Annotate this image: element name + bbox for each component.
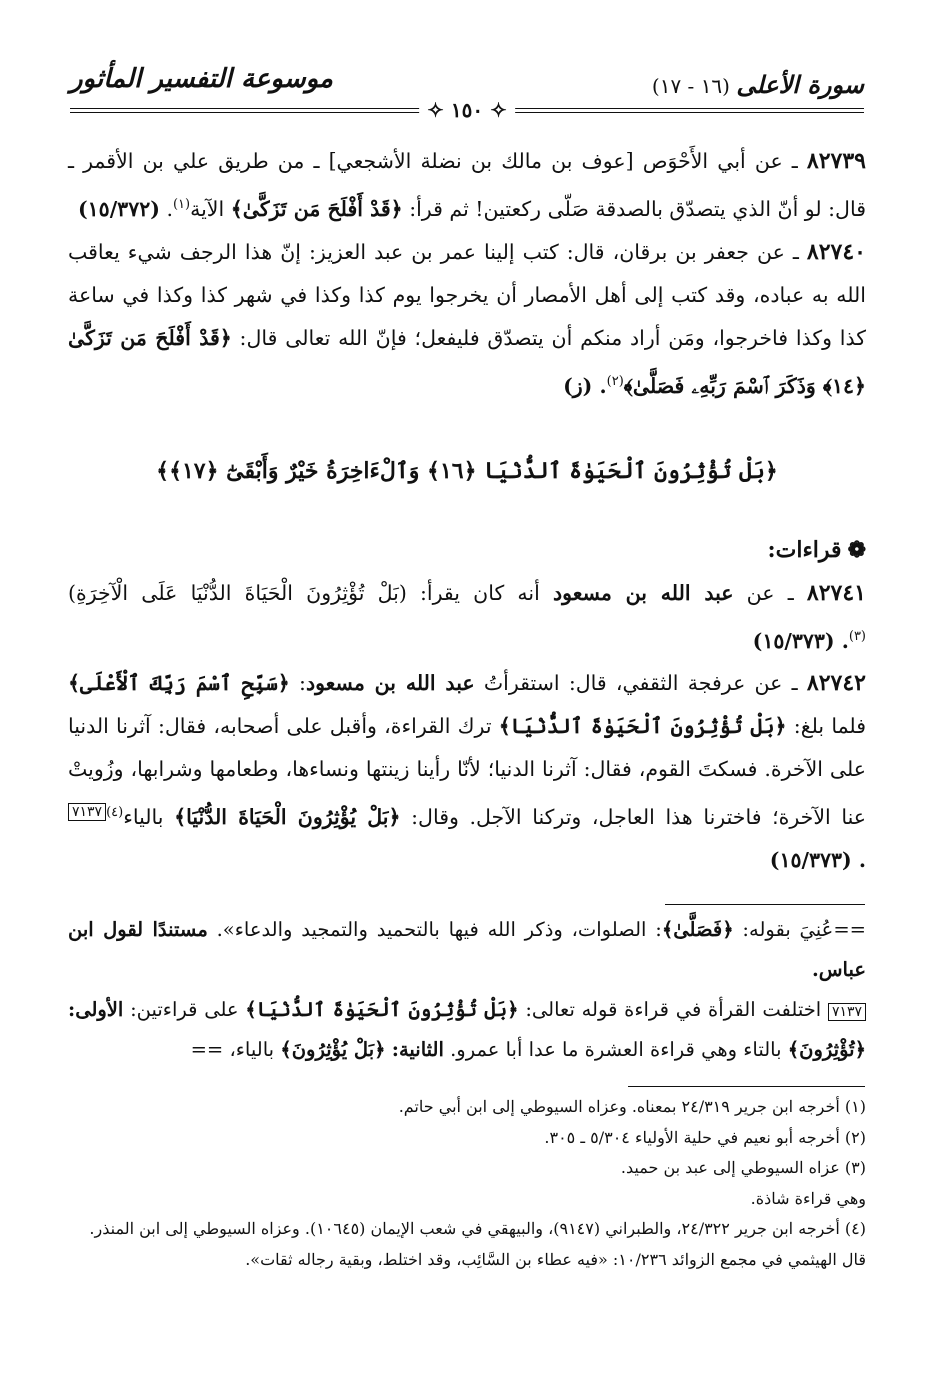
note-text: عُنِيَ بقوله: bbox=[733, 918, 834, 941]
entry-text: ترك القراءة، وأقبل على أصحابه، فقال: آثرنا الدنيا على الآخرة. فسكتَ القوم، فقال: آثرنا الدنيا؛ لأنّا رأينا زينتها ونساءها، وطعامها وشرابها، وزُويتْ عنا الآخرة؛ فاخترنا هذا العاجل، وتركنا الآجل. وقال: bbox=[68, 714, 867, 830]
narrator-name: عبد الله بن مسعود bbox=[305, 671, 475, 696]
commentary-box-number: ٧١٣٧ bbox=[828, 1003, 866, 1021]
source-ref: . (١٥/٣٧٣) bbox=[769, 848, 866, 873]
footnotes bbox=[68, 1092, 866, 1275]
entry-number: ٨٢٧٤٢ bbox=[806, 670, 866, 697]
note-text: بالياء، == bbox=[190, 1038, 281, 1061]
footnote-ref[interactable]: (١) bbox=[172, 197, 191, 212]
qiraat-heading-text: قراءات: bbox=[767, 536, 842, 563]
note-continuation bbox=[68, 910, 866, 990]
entry-number: ٨٢٧٣٩ bbox=[806, 148, 866, 174]
quran-quote: ﴿تُؤْثِرُونَ﴾ bbox=[787, 1038, 866, 1061]
sura-header bbox=[652, 70, 864, 99]
entry-text: ـ عن جعفر بن برقان، قال: كتب إلينا عمر بن عبد العزيز: إنّ هذا الرجف شيء يعاقب الله به عباده، وقد كتب إلى أهل الأمصار أن يخرجوا يوم كذا وكذا في شهر كذا وكذا في ساعة كذا وكذا فاخرجوا، ومَن أراد منكم أن يتصدّق فليفعل؛ فإنّ الله تعالى قال: bbox=[68, 239, 866, 350]
footnote-item: (١) أخرجه ابن جرير ٢٤/٣١٩ بمعناه. وعزاه السيوطي إلى ابن أبي حاتم. bbox=[398, 1097, 866, 1116]
quran-quote: ﴿بَلْ يُؤْثِرُونَ الْحَيَاةَ الدُّنْيَا﴾ bbox=[174, 805, 401, 830]
ornament-icon: ✧ bbox=[490, 98, 507, 122]
footnote-ref[interactable]: (٣) bbox=[848, 628, 866, 644]
footnotes-separator bbox=[628, 1086, 865, 1087]
page-header bbox=[70, 60, 864, 120]
footnote-item: قال الهيثمي في مجمع الزوائد ١٠/٢٣٦: «فيه عطاء بن السَّائِب، وقد اختلط، وبقية رجاله ثقات». bbox=[245, 1249, 866, 1269]
note-text: اختلفت القرأة في قراءة قوله تعالى: bbox=[518, 998, 828, 1021]
entry-82739: ٨٢٧٣٩ ـ عن أبي الأَحْوَص [عوف بن مالك بن نضلة الأشجعي] ـ من طريق علي بن الأقمر ـ قال: لو أنّ الذي يتصدّق بالصدقة صَلّى ركعتين! ثم قرأ: ﴿قَدْ أَفْلَحَ مَن تَزَكَّىٰ﴾ الآية$^{(١)}$. (١٥/٣٧٢) bbox=[68, 148, 866, 221]
footnote-item: (٤) أخرجه ابن جرير ٢٤/٣٢٢، والطبراني (٩١٤٧)، والبيهقي في شعب الإيمان (١٠٦٤٥). وعزاه السيوطي إلى ابن المنذر. bbox=[89, 1219, 866, 1238]
notes-separator bbox=[665, 904, 865, 905]
footnote-item: (٣) عزاه السيوطي إلى عبد بن حميد. bbox=[620, 1158, 866, 1177]
entry-82742 bbox=[68, 662, 866, 882]
note-bold-text: الثانية: bbox=[391, 1038, 444, 1061]
flower-ornament-icon: ❁ bbox=[847, 536, 866, 563]
source-ref: . (ز) bbox=[563, 373, 607, 398]
entry-text: ـ عن عرفجة الثقفي، قال: استقرأتُ bbox=[474, 671, 807, 696]
entry-text: ـ عن bbox=[733, 580, 807, 605]
entry-number: ٨٢٧٤٠ bbox=[806, 238, 866, 265]
sura-name: سورة الأعلى bbox=[736, 70, 864, 99]
continuation-mark: == bbox=[833, 918, 867, 941]
entry-number: ٨٢٧٤١ bbox=[806, 579, 866, 606]
entry-text: بالياء bbox=[123, 805, 175, 830]
quran-quote: ﴿فَصَلَّىٰ﴾ bbox=[661, 918, 734, 941]
note-7137 bbox=[68, 990, 866, 1070]
quran-quote: ﴿سَبِّحِ ٱسْمَ رَبِّكَ ٱلْأَعْلَى﴾ bbox=[68, 671, 290, 696]
note-text: على قراءتين: bbox=[123, 998, 246, 1021]
narrator-name: عبد الله بن مسعود bbox=[553, 580, 734, 605]
main-text bbox=[68, 140, 866, 882]
quran-quote: ﴿بَلْ تُؤْثِرُونَ ٱلْحَيَوٰةَ ٱلدُّنْيَا﴾ bbox=[498, 714, 787, 739]
note-text: : الصلوات، وذكر الله فيها بالتحميد والتمجيد والدعاء». bbox=[207, 918, 662, 941]
ornament-icon: ✧ bbox=[427, 98, 444, 122]
entry-text: : bbox=[289, 671, 306, 696]
source-ref: (١٥/٣٧٢) bbox=[77, 196, 160, 221]
footnote-ref[interactable]: (٤) bbox=[106, 805, 124, 821]
quran-quote: ﴿بَلْ تُؤْثِرُونَ ٱلْحَيَوٰةَ ٱلدُّنْيَا﴾ bbox=[245, 998, 519, 1021]
entry-82740 bbox=[68, 231, 866, 408]
entry-text: ـ عن أبي الأَحْوَص [عوف بن مالك بن نضلة الأشجعي] ـ من طريق علي بن الأقمر ـ قال: لو أنّ الذي يتصدّق بالصدقة صَلّى ركعتين! ثم قرأ: bbox=[68, 149, 866, 221]
commentary-notes bbox=[68, 910, 866, 1070]
source-ref: . (١٥/٣٧٣) bbox=[752, 628, 849, 653]
qiraat-heading bbox=[68, 529, 866, 572]
entry-text: فلما بلغ: bbox=[786, 714, 867, 739]
entry-82741 bbox=[68, 572, 866, 663]
note-bold-text: الأولى: bbox=[68, 998, 124, 1021]
entry-text: أنه كان يقرأ: (بَلْ تُؤْثِرُونَ الْحَيَاةَ الدُّنْيَا عَلَى الْآخِرَةِ) bbox=[68, 580, 553, 605]
quran-verse-heading: ﴿بَلْ تُؤْثِرُونَ ٱلْحَيَوٰةَ ٱلدُّنْيَا ﴿١٦﴾ وَٱلْءَاخِرَةُ خَيْرٌ وَأَبْقَىٰٓ ﴿١٧﴾﴾ bbox=[156, 457, 778, 484]
footnote-item: (٢) أخرجه أبو نعيم في حلية الأولياء ٥/٣٠٤ ـ ٣٠٥. bbox=[544, 1127, 866, 1147]
commentary-box-number[interactable]: ٧١٣٧ bbox=[68, 803, 106, 821]
entry-text: الآية bbox=[190, 196, 231, 221]
verse-range: (١٦ - ١٧) bbox=[651, 74, 730, 98]
page-number-text: ١٥٠ bbox=[450, 98, 484, 122]
quran-quote: ﴿بَلْ يُؤْثِرُونَ﴾ bbox=[280, 1038, 386, 1061]
quran-quote: ﴿قَدْ أَفْلَحَ مَن تَزَكَّىٰ ﴿١٤﴾ وَذَكَرَ ٱسْمَ رَبِّهِۦ فَصَلَّىٰ﴾ bbox=[68, 325, 866, 398]
footnote-item: وهي قراءة شاذة. bbox=[750, 1188, 866, 1208]
note-bold-text: مستندًا لقول ابن عباس. bbox=[68, 918, 866, 981]
quran-quote: ﴿قَدْ أَفْلَحَ مَن تَزَكَّىٰ﴾ bbox=[230, 196, 403, 221]
note-text: بالتاء وهي قراءة العشرة ما عدا أبا عمرو. bbox=[443, 1038, 788, 1061]
page-number bbox=[419, 98, 515, 122]
book-title: موسوعة التفسير المأثور bbox=[70, 64, 333, 94]
footnote-ref[interactable]: (٢) bbox=[606, 373, 624, 389]
